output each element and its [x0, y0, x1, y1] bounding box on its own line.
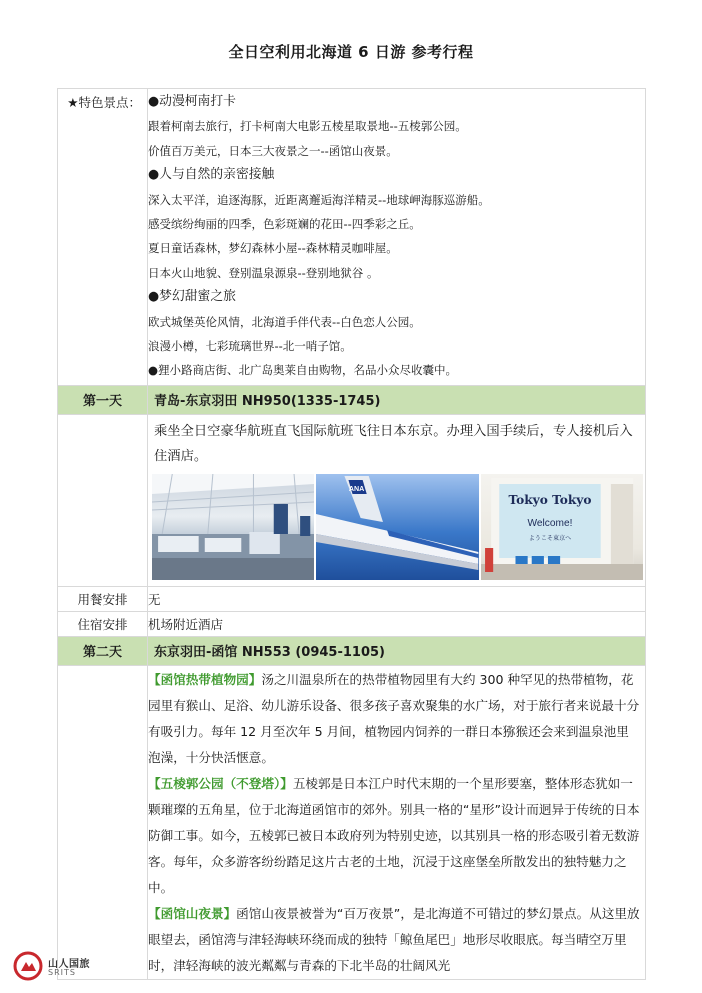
day2-content-spacer — [58, 665, 148, 979]
day1-meal-row — [58, 586, 646, 611]
welcome-sign-text: Welcome! — [527, 517, 573, 529]
feature-line: 深入太平洋，追逐海豚，近距离邂逅海洋精灵--地球岬海豚巡游船。 — [148, 192, 490, 207]
feature-line: ●梦幻甜蜜之旅 — [148, 289, 236, 305]
logo-name: 山人国旅 — [48, 959, 90, 970]
ana-logo-text: ANA — [349, 485, 365, 493]
welcome-tokyo-photo — [481, 474, 643, 580]
feature-line: 感受缤纷绚丽的四季，色彩斑斓的花田--四季彩之丘。 — [148, 217, 421, 232]
day1-header-row — [58, 385, 646, 414]
feature-line: 浪漫小樽，七彩琉璃世界--北一哨子馆。 — [148, 339, 352, 354]
itinerary-table — [57, 88, 646, 980]
attraction-heading: 【五棱郭公园（不登塔）】 — [148, 775, 293, 791]
feature-line: ●狸小路商店街、北广岛奥莱自由购物，名品小众尽收囊中。 — [148, 363, 458, 378]
feature-line: 欧式城堡英伦风情，北海道手伴代表--白色恋人公园。 — [148, 314, 421, 329]
day2-label: 第二天 — [58, 636, 148, 665]
feature-line: 跟着柯南去旅行，打卡柯南大电影五棱星取景地--五棱郭公园。 — [148, 119, 467, 134]
day1-route: 青岛-东京羽田 NH950(1335-1745) — [148, 385, 646, 414]
day2-header-row — [58, 636, 646, 665]
hotel-label: 住宿安排 — [58, 611, 148, 636]
features-row — [58, 89, 646, 386]
meal-value: 无 — [148, 586, 646, 611]
day2-content — [148, 665, 646, 979]
page-title: 全日空利用北海道 6 日游 参考行程 — [228, 43, 474, 61]
hotel-value: 机场附近酒店 — [148, 611, 646, 636]
tokyo-sign-text: Tokyo Tokyo — [508, 492, 592, 507]
attraction-paragraph — [148, 667, 641, 771]
day1-content-row — [58, 414, 646, 586]
day1-photos — [152, 474, 643, 580]
day1-content — [148, 414, 646, 586]
ana-wing-photo — [316, 474, 478, 580]
attraction-text: 五棱郭是日本江户时代末期的一个星形要塞，整体形态犹如一颗璀璨的五角星，位于北海道函馆市的郊外。别具一格的“星形”设计而迥异于传统的日本防御工事。如今，五棱郭已被日本政府列为特别史迹，以其别具一格的形态吸引着无数游客。每年，众多游客纷纷踏足这片古老的土地，沉浸于这座堡垒所散发出的独特魅力之中。 — [148, 775, 640, 895]
terminal-illustration — [152, 474, 314, 580]
day2-route: 东京羽田-函馆 NH553 (0945-1105) — [148, 636, 646, 665]
attraction-heading: 【函馆热带植物园】 — [148, 671, 262, 687]
feature-line: ●动漫柯南打卡 — [148, 94, 236, 109]
feature-line: 价值百万美元，日本三大夜景之一--函馆山夜景。 — [148, 143, 398, 158]
wing-illustration — [316, 474, 478, 580]
company-logo — [13, 949, 103, 983]
feature-line: 夏日童话森林，梦幻森林小屋--森林精灵咖啡屋。 — [148, 241, 398, 256]
welcome-jp-text: ようこそ東京へ — [528, 534, 571, 542]
attraction-text: 函馆山夜景被誉为“百万夜景”，是北海道不可错过的梦幻景点。从这里放眼望去，函馆湾与津轻海峡环绕而成的独特「鲸鱼尾巴」地形尽收眼底。每当晴空万里时，津轻海峡的波光粼粼与青森的下北半岛的壮阔风光 — [148, 905, 640, 973]
logo-subtext: SRITS — [48, 968, 76, 977]
attraction-heading: 【函馆山夜景】 — [148, 905, 237, 921]
attraction-text: 汤之川温泉所在的热带植物园里有大约 300 种罕见的热带植物，花园里有猴山、足浴、幼儿游乐设备、很多孩子喜欢聚集的水广场，对于旅行者来说最十分有吸引力。每年 12 月至次年 5 月间，植物园内饲养的一群日本猕猴还会来到温泉池里泡澡，十分快活惬意。 — [148, 671, 640, 765]
logo-emblem-icon — [13, 951, 43, 981]
feature-line: 日本火山地貌、登别温泉源泉--登别地狱谷 。 — [148, 265, 379, 280]
day2-content-row — [58, 665, 646, 979]
airport-terminal-photo — [152, 474, 314, 580]
day1-label: 第一天 — [58, 385, 148, 414]
feature-line: ●人与自然的亲密接触 — [148, 167, 275, 183]
features-label: ★特色景点： — [58, 89, 148, 386]
attraction-paragraph — [148, 901, 641, 979]
day1-content-spacer — [58, 414, 148, 586]
meal-label: 用餐安排 — [58, 586, 148, 611]
day1-description: 乘坐全日空豪华航班直飞国际航班飞往日本东京。办理入国手续后，专人接机后入住酒店。 — [154, 423, 633, 464]
welcome-sign-illustration — [481, 474, 643, 580]
attraction-paragraph — [148, 771, 641, 901]
features-content — [148, 89, 646, 386]
day1-hotel-row — [58, 611, 646, 636]
